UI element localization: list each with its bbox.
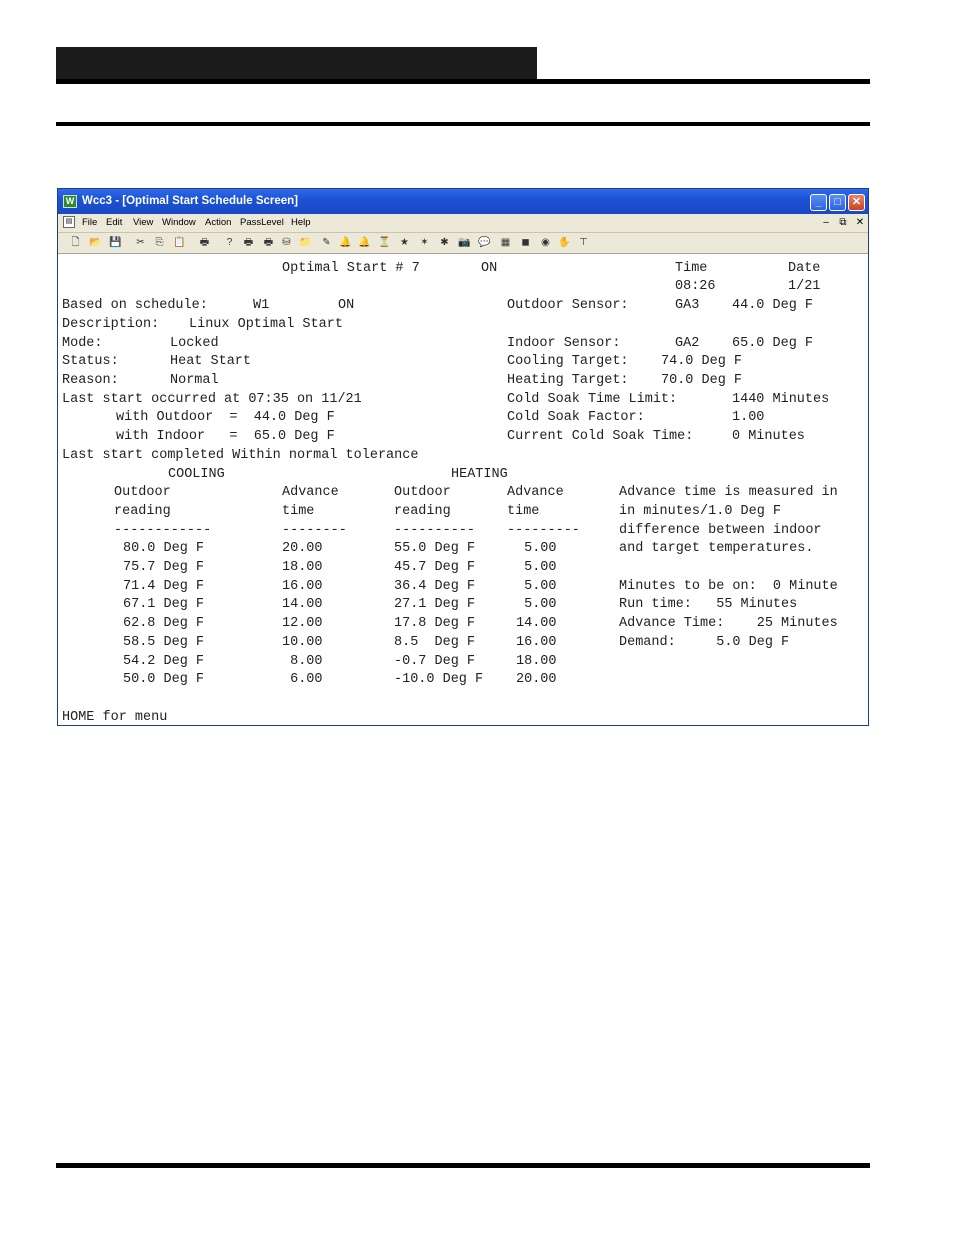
heat-advance-cell[interactable]: 5.00 (516, 597, 557, 613)
note-line: and target temperatures. (619, 541, 814, 556)
cooling-target-value[interactable]: 74.0 Deg F (661, 354, 743, 369)
cold-soak-limit-value[interactable]: 1440 Minutes (732, 392, 830, 407)
heat-advance-header-sub: time (507, 504, 540, 519)
star2-icon[interactable]: ✶ (420, 237, 429, 248)
heat-outdoor-cell[interactable]: -0.7 Deg F (394, 653, 476, 669)
close-button[interactable]: ✕ (848, 194, 865, 211)
screen-title: Optimal Start # 7 (282, 261, 420, 276)
cool-outdoor-header: Outdoor (114, 485, 171, 500)
indoor-sensor-value: 65.0 Deg F (732, 336, 814, 351)
cool-advance-cell[interactable]: 18.00 (282, 559, 323, 575)
last-start-text: Last start occurred at 07:35 on 11/21 (62, 392, 362, 407)
menu-file[interactable]: File (82, 217, 98, 228)
cooling-target-label: Cooling Target: (507, 354, 629, 369)
cool-advance-header-sub: time (282, 504, 315, 519)
footer-rule (56, 1163, 870, 1168)
separator: ------------ (114, 523, 212, 538)
trend-icon[interactable]: ⏳ (378, 237, 391, 248)
cool-advance-cell[interactable]: 6.00 (282, 672, 323, 688)
note-line: Advance time is measured in (619, 485, 838, 500)
document-icon[interactable]: ▤ (63, 216, 75, 228)
star3-icon[interactable]: ✱ (440, 237, 449, 248)
screen-title-state: ON (481, 261, 498, 276)
description-value[interactable]: Linux Optimal Start (189, 317, 343, 332)
mode-label: Mode: (62, 336, 103, 351)
separator: --------- (507, 523, 580, 538)
menu-passlevel[interactable]: PassLevel (240, 217, 284, 228)
time-value: 08:26 (675, 279, 716, 294)
date-value: 1/21 (788, 279, 821, 294)
edit-icon[interactable]: ✎ (322, 237, 331, 248)
status-value: Heat Start (170, 354, 252, 369)
status-label: Status: (62, 354, 119, 369)
home-menu-hint[interactable]: HOME for menu (62, 710, 168, 725)
minimize-button[interactable]: _ (810, 194, 827, 211)
heat-advance-header: Advance (507, 485, 564, 500)
note-line: difference between indoor (619, 523, 822, 538)
schedule-value[interactable]: W1 (253, 298, 270, 313)
indoor-sensor-label: Indoor Sensor: (507, 336, 621, 351)
reason-value: Normal (170, 373, 219, 388)
title-bar[interactable] (58, 189, 868, 214)
outdoor-sensor-label: Outdoor Sensor: (507, 298, 629, 313)
advance-time-text: Advance Time: 25 Minutes (619, 616, 838, 631)
outdoor-sensor-value: 44.0 Deg F (732, 298, 814, 313)
cool-advance-cell[interactable]: 14.00 (282, 597, 323, 613)
app-icon[interactable]: W (63, 195, 77, 208)
copy-icon[interactable]: ⎘ (155, 237, 164, 248)
time-label: Time (675, 261, 708, 276)
folder-icon[interactable]: 📁 (299, 237, 312, 248)
print-icon[interactable]: 🖶 (199, 237, 210, 248)
heat-outdoor-cell[interactable]: 27.1 Deg F (394, 597, 476, 613)
heat-advance-cell[interactable]: 20.00 (516, 672, 557, 688)
heat-outdoor-header: Outdoor (394, 485, 451, 500)
heat-outdoor-cell[interactable]: 55.0 Deg F (394, 541, 476, 556)
last-start-indoor: with Indoor = 65.0 Deg F (116, 429, 335, 444)
cool-outdoor-cell[interactable]: 80.0 Deg F (123, 541, 205, 556)
cold-soak-current-value: 0 Minutes (732, 429, 805, 444)
chart-icon[interactable]: ▦ (500, 237, 511, 248)
cool-outdoor-cell[interactable]: 75.7 Deg F (123, 559, 205, 575)
menu-action[interactable]: Action (205, 217, 232, 228)
menu-help[interactable]: Help (291, 217, 311, 228)
heating-target-value[interactable]: 70.0 Deg F (661, 373, 743, 388)
camera-icon[interactable]: 📷 (458, 237, 471, 248)
paste-icon[interactable]: 📋 (173, 237, 186, 248)
star-icon[interactable]: ★ (400, 237, 409, 248)
heat-outdoor-cell[interactable]: 8.5 Deg F (394, 634, 476, 650)
cool-outdoor-cell[interactable]: 50.0 Deg F (123, 672, 205, 688)
maximize-button[interactable]: □ (829, 194, 846, 211)
heat-advance-cell[interactable]: 5.00 (516, 541, 557, 556)
chat-icon[interactable]: 💬 (478, 237, 491, 248)
bell-icon[interactable]: 🔔 (358, 237, 371, 248)
header-banner (56, 47, 537, 79)
mode-value[interactable]: Locked (170, 336, 219, 351)
header-rule (56, 79, 870, 84)
cut-icon[interactable]: ✂ (136, 237, 145, 248)
cool-outdoor-cell[interactable]: 58.5 Deg F (123, 634, 205, 650)
heat-advance-cell[interactable]: 14.00 (516, 616, 557, 631)
heat-outdoor-cell[interactable]: 45.7 Deg F (394, 559, 476, 575)
save-icon[interactable]: 💾 (109, 237, 122, 248)
date-label: Date (788, 261, 821, 276)
cool-outdoor-cell[interactable]: 67.1 Deg F (123, 597, 205, 613)
heat-advance-cell[interactable]: 5.00 (516, 559, 557, 575)
cool-advance-cell[interactable]: 8.00 (282, 653, 323, 669)
cool-outdoor-cell[interactable]: 54.2 Deg F (123, 653, 205, 669)
application-window (57, 188, 869, 726)
menu-view[interactable]: View (133, 217, 154, 228)
cold-soak-factor-label: Cold Soak Factor: (507, 410, 645, 425)
print2-icon[interactable]: 🖶 (243, 237, 254, 248)
schedule-state: ON (338, 298, 355, 313)
network-icon[interactable]: ⛁ (282, 237, 291, 248)
schedule-label: Based on schedule: (62, 298, 208, 313)
heat-outdoor-cell[interactable]: -10.0 Deg F (394, 672, 484, 688)
mdi-restore-button[interactable]: ⧉ (839, 217, 847, 228)
cool-outdoor-header-sub: reading (114, 504, 171, 519)
color-icon[interactable]: ◼ (521, 237, 530, 248)
separator: ---------- (394, 523, 476, 538)
print3-icon[interactable]: 🖶 (263, 237, 274, 248)
optimal-start-screen (58, 254, 868, 725)
cool-outdoor-cell[interactable]: 71.4 Deg F (123, 578, 205, 594)
menu-window[interactable]: Window (162, 217, 196, 228)
target-icon[interactable]: ◉ (541, 237, 550, 248)
minutes-on-text: Minutes to be on: 0 Minute (619, 579, 838, 594)
alarm-icon[interactable]: 🔔 (339, 237, 352, 248)
mdi-minimize-button[interactable]: – (823, 217, 829, 228)
menu-edit[interactable]: Edit (106, 217, 123, 228)
mdi-close-button[interactable]: ✕ (855, 217, 865, 228)
heating-target-label: Heating Target: (507, 373, 629, 388)
heat-advance-cell[interactable]: 16.00 (516, 634, 557, 650)
heating-title: HEATING (451, 467, 508, 482)
cold-soak-factor-value[interactable]: 1.00 (732, 410, 765, 425)
window-title: Wcc3 - [Optimal Start Schedule Screen] (82, 195, 299, 207)
cool-advance-header: Advance (282, 485, 339, 500)
last-start-outdoor: with Outdoor = 44.0 Deg F (116, 410, 335, 425)
heat-advance-cell[interactable]: 18.00 (516, 653, 557, 669)
cool-advance-cell[interactable]: 16.00 (282, 578, 323, 594)
tree-icon[interactable]: ⊤ (579, 237, 588, 248)
demand-text: Demand: 5.0 Deg F (619, 635, 790, 650)
help-icon[interactable]: ? (226, 237, 233, 248)
open-icon[interactable]: 📂 (89, 237, 102, 248)
note-line: in minutes/1.0 Deg F (619, 504, 782, 519)
description-label: Description: (62, 317, 160, 332)
cold-soak-current-label: Current Cold Soak Time: (507, 429, 694, 444)
outdoor-sensor-id[interactable]: GA3 (675, 298, 700, 313)
cool-outdoor-cell[interactable]: 62.8 Deg F (123, 616, 205, 631)
separator: -------- (282, 523, 347, 538)
last-start-completed: Last start completed Within normal tolerance (62, 448, 419, 463)
cool-advance-cell[interactable]: 20.00 (282, 541, 323, 556)
indoor-sensor-id[interactable]: GA2 (675, 336, 700, 351)
cool-advance-cell[interactable]: 10.00 (282, 634, 323, 650)
cool-advance-cell[interactable]: 12.00 (282, 616, 323, 631)
heat-outdoor-cell[interactable]: 17.8 Deg F (394, 616, 476, 631)
heat-outdoor-header-sub: reading (394, 504, 451, 519)
cold-soak-limit-label: Cold Soak Time Limit: (507, 392, 678, 407)
cooling-title: COOLING (168, 467, 225, 482)
heat-advance-cell[interactable]: 5.00 (516, 578, 557, 594)
toolbar (58, 233, 868, 254)
run-time-text: Run time: 55 Minutes (619, 597, 798, 612)
menu-bar (58, 214, 868, 233)
new-icon[interactable]: 🗋 (71, 237, 80, 248)
reason-label: Reason: (62, 373, 119, 388)
header-rule-lower (56, 122, 870, 126)
tool-icon[interactable]: ✋ (558, 237, 571, 248)
heat-outdoor-cell[interactable]: 36.4 Deg F (394, 578, 476, 594)
